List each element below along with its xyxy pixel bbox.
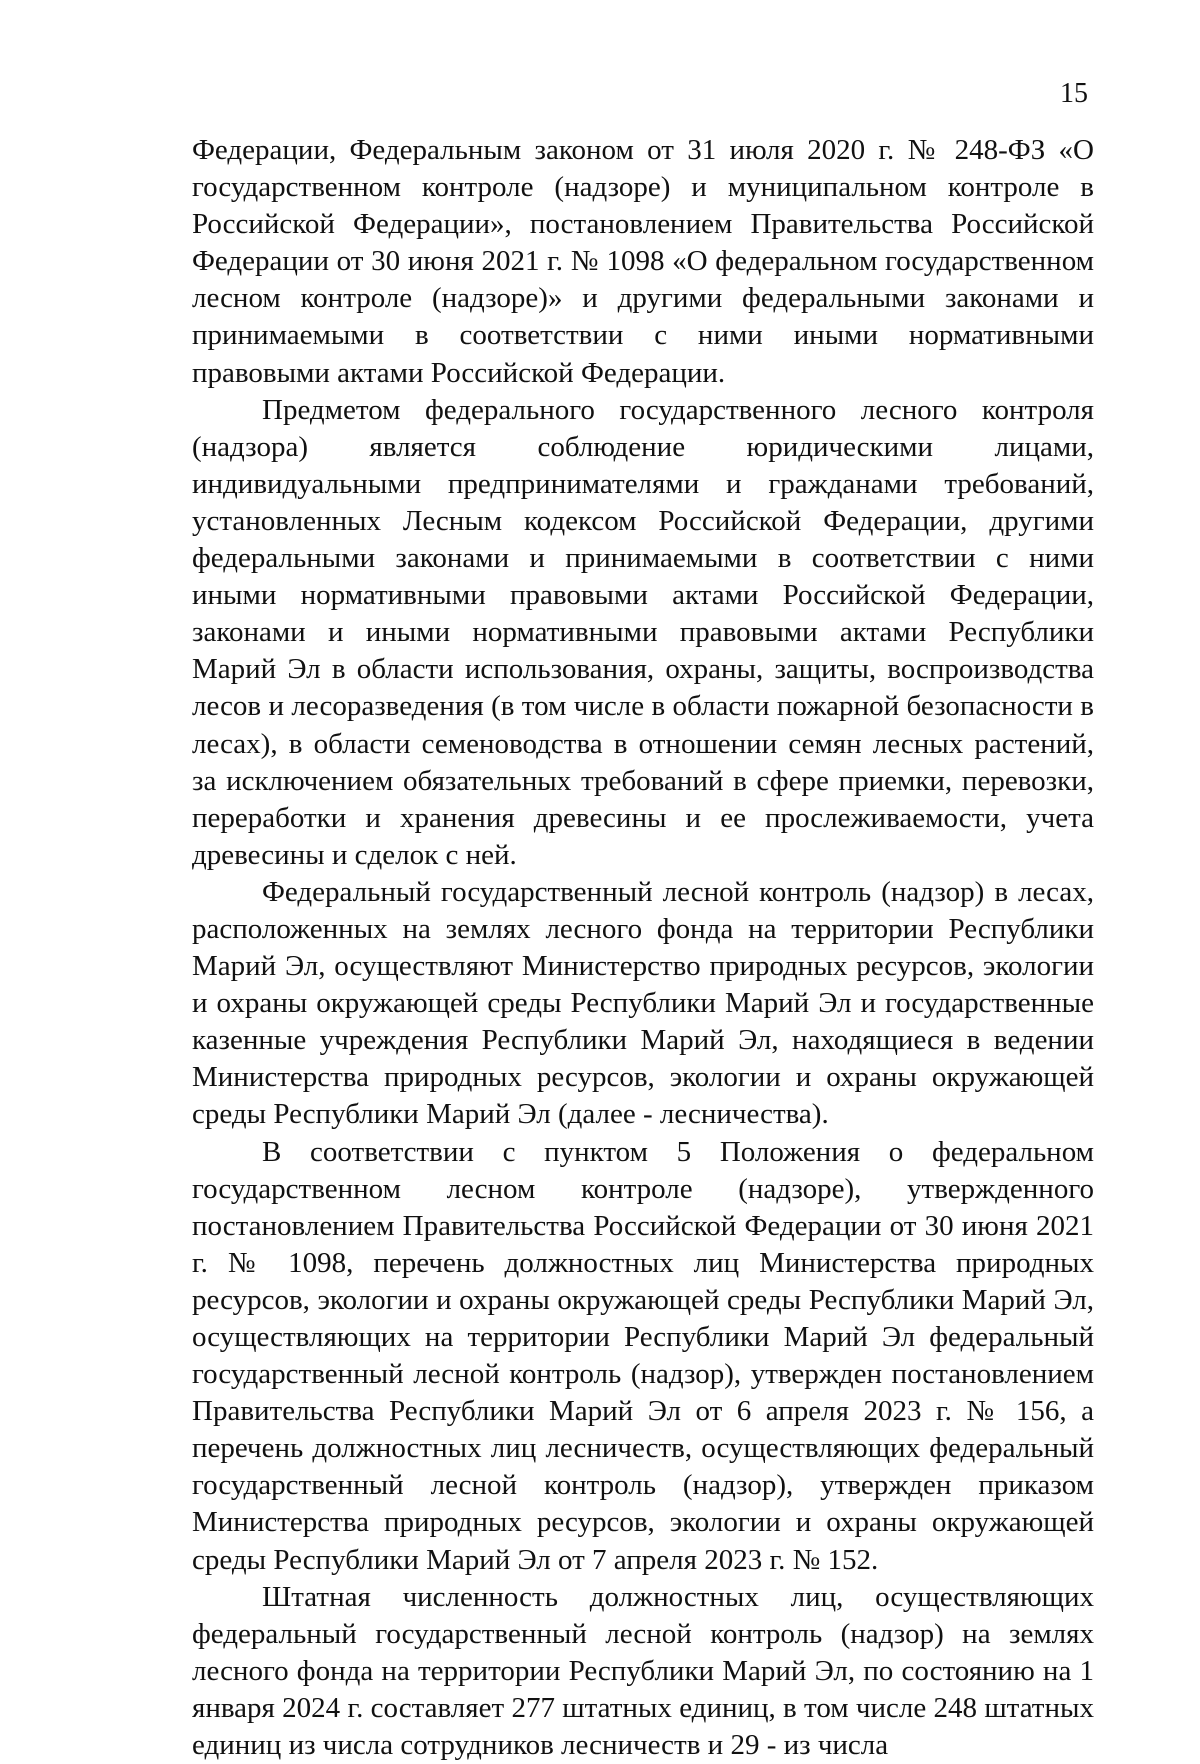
paragraph-staff-count: Штатная численность должностных лиц, осуществляющих федеральный государственный лесной контроль (надзор) на землях лесного фонда на территории Республики Марий Эл, по состоянию на 1 января 2024 г. составляет 277 штатных единиц, в том числе 248 штатных единиц из числа сотрудников лесничеств и 29 - из числа — [192, 1580, 1094, 1762]
paragraph-officials-list: В соответствии с пунктом 5 Положения о федеральном государственном лесном контроле (надзоре), утвержденного постановлением Правительства Российской Федерации от 30 июня 2021 г. № 1098, перечень должностных лиц Министерства природных ресурсов, экологии и охраны окружающей среды Республики Марий Эл, осуществляющих на территории Республики Марий Эл федеральный государственный лесной контроль (надзор), утвержден постановлением Правительства Республики Марий Эл от 6 апреля 2023 г. № 156, а перечень должностных лиц лесничеств, осуществляющих федеральный государственный лесной контроль (надзор), утвержден приказом Министерства природных ресурсов, экологии и охраны окружающей среды Республики Марий Эл от 7 апреля 2023 г. № 152. — [192, 1135, 1094, 1576]
page-number: 15 — [1060, 78, 1088, 109]
document-body — [192, 132, 1094, 1764]
paragraph-continuation: Федерации, Федеральным законом от 31 июля 2020 г. № 248-ФЗ «О государственном контроле (надзоре) и муниципальном контроле в Российской Федерации», постановлением Правительства Российской Федерации от 30 июня 2021 г. № 1098 «О федеральном государственном лесном контроле (надзоре)» и другими федеральными законами и принимаемыми в соответствии с ними иными нормативными правовыми актами Российской Федерации. — [192, 134, 1094, 389]
paragraph-control-bodies: Федеральный государственный лесной контроль (надзор) в лесах, расположенных на землях лесного фонда на территории Республики Марий Эл, осуществляют Министерство природных ресурсов, экологии и охраны окружающей среды Республики Марий Эл и государственные казенные учреждения Республики Марий Эл, находящиеся в ведении Министерства природных ресурсов, экологии и охраны окружающей среды Республики Марий Эл (далее - лесничества). — [192, 875, 1094, 1131]
paragraph-subject-of-control: Предметом федерального государственного лесного контроля (надзора) является соблюдение юридическими лицами, индивидуальными предпринимателями и гражданами требований, установленных Лесным кодексом Российской Федерации, другими федеральными законами и принимаемыми в соответствии с ними иными нормативными правовыми актами Российской Федерации, законами и иными нормативными правовыми актами Республики Марий Эл в области использования, охраны, защиты, воспроизводства лесов и лесоразведения (в том числе в области пожарной безопасности в лесах), в области семеноводства в отношении семян лесных растений, за исключением обязательных требований в сфере приемки, перевозки, переработки и хранения древесины и ее прослеживаемости, учета древесины и сделок с ней. — [192, 393, 1094, 871]
